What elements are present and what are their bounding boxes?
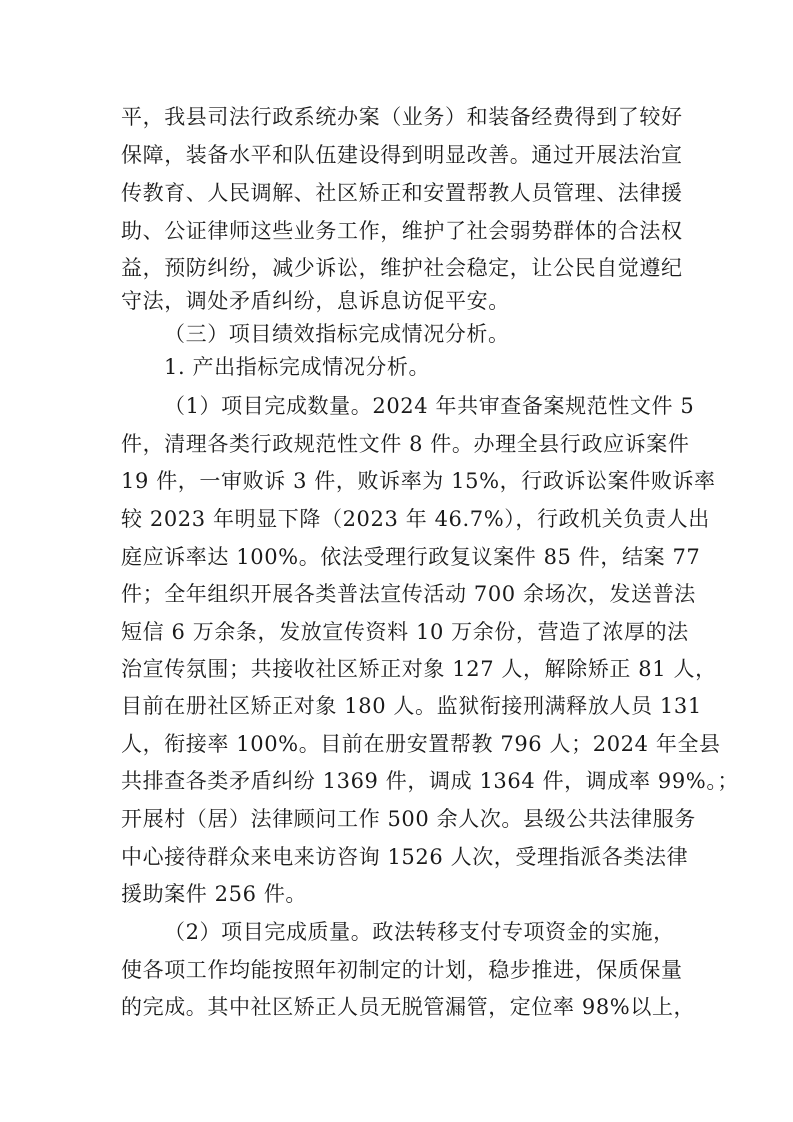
paragraph-line: （2）项目完成质量。政法转移支付专项资金的实施， bbox=[164, 920, 675, 944]
paragraph-line: 庭应诉率达 100%。依法受理行政复议案件 85 件，结案 77 bbox=[121, 545, 701, 569]
paragraph-line: 件；全年组织开展各类普法宣传活动 700 余场次，发送普法 bbox=[121, 582, 696, 606]
paragraph-line: 开展村（居）法律顾问工作 500 余人次。县级公共法律服务 bbox=[121, 807, 696, 831]
paragraph-line: 助、公证律师这些业务工作，维护了社会弱势群体的合法权 bbox=[121, 219, 683, 243]
paragraph-line: 平，我县司法行政系统办案（业务）和装备经费得到了较好 bbox=[121, 105, 683, 129]
paragraph-line: 传教育、人民调解、社区矫正和安置帮教人员管理、法律援 bbox=[121, 181, 683, 205]
paragraph-line: 保障，装备水平和队伍建设得到明显改善。通过开展法治宣 bbox=[121, 143, 683, 167]
paragraph-line: 人，衔接率 100%。目前在册安置帮教 796 人；2024 年全县 bbox=[121, 732, 721, 756]
paragraph-line: 益，预防纠纷，减少诉讼，维护社会稳定，让公民自觉遵纪 bbox=[121, 256, 683, 280]
paragraph-line: 共排查各类矛盾纠纷 1369 件，调成 1364 件，调成率 99%。； bbox=[121, 769, 740, 793]
paragraph-line: 援助案件 256 件。 bbox=[121, 882, 308, 906]
paragraph-line: 件，清理各类行政规范性文件 8 件。办理全县行政应诉案件 bbox=[121, 432, 690, 456]
paragraph-line: 目前在册社区矫正对象 180 人。监狱衔接刑满释放人员 131 bbox=[121, 694, 702, 718]
paragraph-line: 的完成。其中社区矫正人员无脱管漏管，定位率 98%以上， bbox=[121, 995, 696, 1019]
paragraph-line: （1）项目完成数量。2024 年共审查备案规范性文件 5 bbox=[164, 394, 695, 418]
subsection-heading: 1. 产出指标完成情况分析。 bbox=[164, 355, 431, 379]
paragraph-line: 使各项工作均能按照年初制定的计划，稳步推进，保质保量 bbox=[121, 958, 683, 982]
paragraph-line: 守法，调处矛盾纠纷，息诉息访促平安。 bbox=[121, 289, 510, 313]
paragraph-line: 短信 6 万余条，发放宣传资料 10 万余份，营造了浓厚的法 bbox=[121, 620, 689, 644]
paragraph-line: 中心接待群众来电来访咨询 1526 人次，受理指派各类法律 bbox=[121, 845, 689, 869]
paragraph-line: 19 件，一审败诉 3 件，败诉率为 15%，行政诉讼案件败诉率 bbox=[121, 469, 716, 493]
paragraph-line: 治宣传氛围；共接收社区矫正对象 127 人，解除矫正 81 人， bbox=[121, 657, 717, 681]
section-heading: （三）项目绩效指标完成情况分析。 bbox=[164, 322, 510, 346]
paragraph-line: 较 2023 年明显下降（2023 年 46.7%），行政机关负责人出 bbox=[121, 507, 710, 531]
